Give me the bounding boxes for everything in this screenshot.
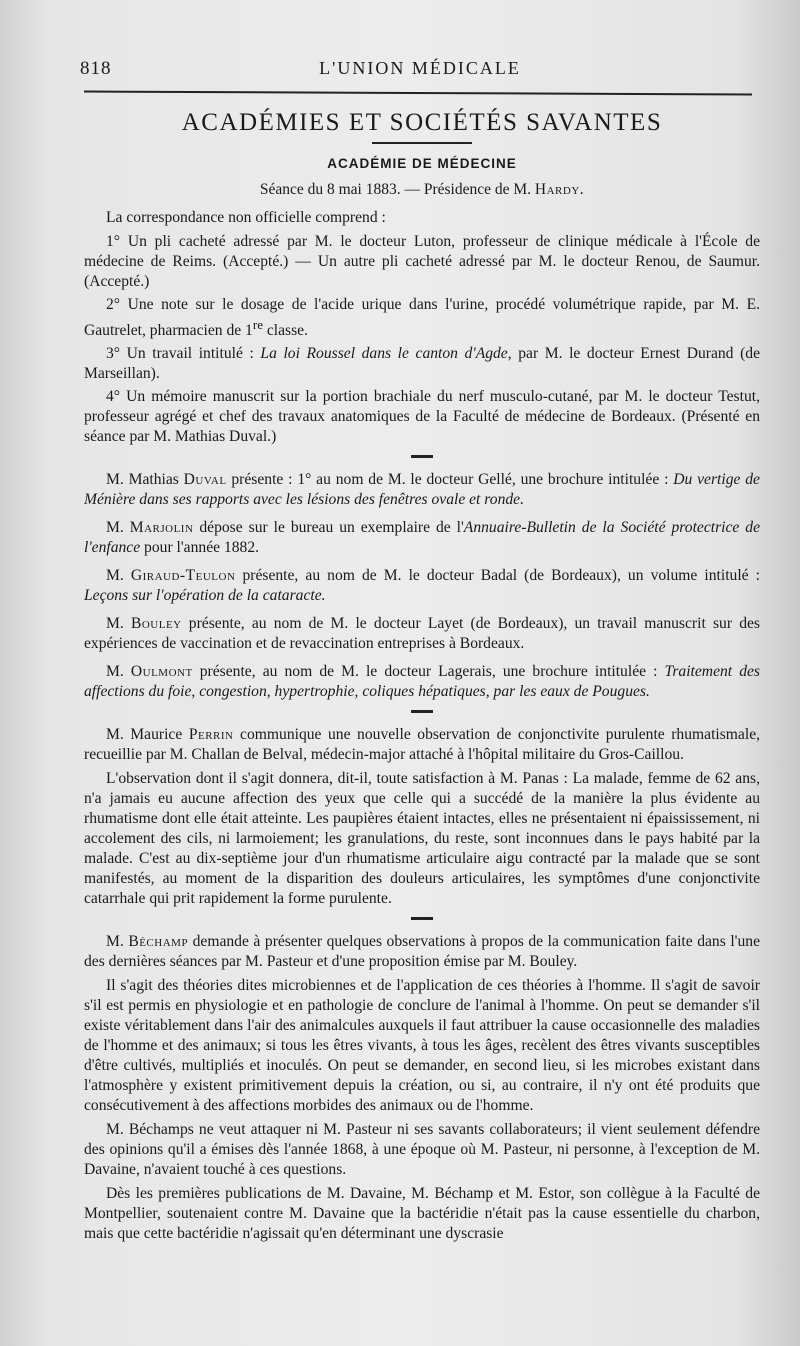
- giraud-name: Giraud-Teulon: [130, 567, 236, 585]
- oulmont-name: Oulmont: [130, 663, 193, 681]
- journal-title: L'UNION MÉDICALE: [319, 58, 521, 78]
- item2-sup: re: [252, 317, 263, 332]
- bouley-text-2: présente, au nom de M. le docteur Layet (de Bordeaux), un travail manuscrit sur des expériences de vaccination et de revaccination entreprises à Bordeaux.: [84, 615, 760, 653]
- duval-name: Duval: [183, 471, 227, 489]
- correspondence-item-1: 1° Un pli cacheté adressé par M. le docteur Luton, professeur de clinique médicale à l'École de médecine de Reims. (Accepté.) — Un autre pli cacheté adressé par M. le docteur Renou, de Saumur. (Accepté.): [84, 233, 760, 290]
- perrin-text-2: communique une nouvelle observation de conjonctivite purulente rhumatismale, recueillie par M. Challan de Belval, médecin-major attaché à l'hôpital militaire du Gros-Caillou.: [84, 726, 761, 764]
- header-rule: [84, 91, 752, 96]
- duval-title: Du vertige de Ménière dans ses rapports avec les lésions des fenêtres ovale et ronde.: [84, 471, 760, 509]
- correspondence-item-4: 4° Un mémoire manuscrit sur la portion brachiale du nerf musculo-cutané, par M. le docteur Testut, professeur agrégé et chef des travaux anatomiques de la Faculté de médecine de Bordeaux. (Présenté en séance par M. Mathias Duval.): [84, 388, 760, 446]
- bouley-text: M.: [106, 615, 131, 633]
- item2-end: classe.: [262, 322, 308, 340]
- oulmont-text-2: présente, au nom de M. le docteur Lagerais, une brochure intitulée :: [192, 663, 665, 681]
- page-number: 818: [80, 58, 112, 79]
- bechamp-name: Béchamp: [128, 933, 189, 951]
- oulmont-presentation: [84, 662, 760, 702]
- running-head: [80, 58, 760, 84]
- correspondence-item-3: [84, 344, 760, 384]
- perrin-text: M. Maurice: [106, 726, 189, 744]
- duval-text-2: présente : 1° au nom de M. le docteur Gellé, une brochure intitulée :: [226, 471, 674, 489]
- marjolin-name: Marjolin: [129, 519, 194, 537]
- marjolin-text: M.: [106, 519, 130, 537]
- item2-text: 2° Une note sur le dosage de l'acide urique dans l'urine, procédé volumétrique rapide, par M. E. Gautrelet, pharmacien de 1: [84, 296, 760, 340]
- marjolin-title: Annuaire-Bulletin de la Société protectrice de l'enfance: [84, 519, 760, 557]
- bechamp-history: Dès les premières publications de M. Davaine, M. Béchamp et M. Estor, son collègue à la Faculté de Montpellier, soutenaient contre M. Davaine que la bactéridie n'était pas la cause essentielle du charbon, mais que cette bactéridie n'agissait qu'en déterminant une dyscrasie: [84, 1185, 760, 1243]
- oulmont-title: Traitement des affections du foie, congestion, hypertrophie, coliques hépatiques, par les eaux de Pougues.: [84, 663, 760, 701]
- perrin-observation: L'observation dont il s'agit donnera, dit-il, toute satisfaction à M. Panas : La malade, femme de 62 ans, n'a jamais eu aucune affection des yeux que celle qui a succédé de la manière la plus évidente au rhumatisme dont elle était atteinte. Les paupières étaient intactes, elles ne présentaient ni épaississement, ni accolement des cils, ni larmoiement; les granulations, du reste, sont inconnues dans le pays habité par la malade. C'est au dix-septième jour d'un rhumatisme articulaire aigu contracté par la malade que se sont manifestés, au moment de la disparition des douleurs articulaires, les symptômes d'une conjonctivite catarrhale qui prit rapidement la forme purulente.: [84, 770, 760, 908]
- giraud-title: Leçons sur l'opération de la cataracte.: [84, 587, 326, 605]
- oulmont-text: M.: [106, 663, 131, 681]
- bechamp-defense: M. Béchamps ne veut attaquer ni M. Pasteur ni ses savants collaborateurs; il vient seulement défendre des opinions qu'il a émises dès l'année 1868, à une époque où M. Pasteur, ni personne, à l'exception de M. Davaine, n'avaient touché à ces questions.: [84, 1121, 760, 1179]
- seance-text: Séance du 8 mai 1883. — Présidence de M.: [259, 181, 532, 198]
- marjolin-presentation: [84, 518, 760, 558]
- subsection-title: ACADÉMIE DE MÉDECINE: [327, 156, 517, 171]
- correspondence-item-2: [84, 295, 760, 341]
- item3-text: 3° Un travail intitulé :: [106, 345, 261, 363]
- section-title: ACADÉMIES ET SOCIÉTÉS SAVANTES: [181, 109, 663, 136]
- marjolin-text-2: dépose sur le bureau un exemplaire de l': [193, 519, 464, 537]
- separator: [411, 455, 433, 458]
- duval-text: M. Mathias: [106, 471, 184, 489]
- seance-line: [84, 180, 760, 200]
- giraud-presentation: [84, 566, 760, 606]
- separator: [411, 917, 433, 920]
- bechamp-text-2: demande à présenter quelques observations à propos de la communication faite dans l'une des dernières séances par M. Pasteur et d'une proposition émise par M. Bouley.: [84, 933, 760, 971]
- perrin-communication: [84, 725, 760, 765]
- item3-end: , par M. le docteur Ernest Durand (de Marseillan).: [84, 345, 760, 383]
- correspondence-intro: La correspondance non officielle comprend :: [106, 209, 386, 226]
- giraud-text: M.: [106, 567, 131, 585]
- bechamp-request: [84, 932, 760, 972]
- article-body: [84, 102, 760, 1248]
- bouley-name: Bouley: [130, 615, 182, 633]
- separator: [411, 710, 433, 713]
- duval-presentation: [84, 470, 760, 510]
- giraud-text-2: présente, au nom de M. le docteur Badal (de Bordeaux), un volume intitulé :: [235, 567, 760, 585]
- marjolin-text-3: pour l'année 1882.: [140, 539, 260, 557]
- bechamp-theories: Il s'agit des théories dites microbiennes et de l'application de ces théories à l'homme. Il s'agit de savoir s'il est permis en physiologie et en pathologie de conclure de l'animal à l'homme. On peut se demander s'il existe véritablement dans l'air des animalcules auxquels il faut attribuer la cause occasionnelle des maladies de l'homme et des animaux; si tous les êtres vivants, à tous les âges, recèlent des êtres vivants susceptibles d'être cultivés, multipliés et inoculés. On peut se demander, en second lieu, si les microbes existant dans l'atmosphère y existent primitivement depuis la création, ou si, au contraire, il n'y ont été produits que consécutivement à des affections morbides des animaux ou de l'homme.: [84, 977, 760, 1115]
- title-rule: [372, 142, 472, 144]
- perrin-name: Perrin: [188, 726, 234, 744]
- bechamp-text: M.: [106, 933, 129, 951]
- item3-title: La loi Roussel dans le canton d'Agde: [260, 345, 508, 363]
- bouley-presentation: [84, 614, 760, 654]
- president-name: Hardy.: [534, 181, 585, 198]
